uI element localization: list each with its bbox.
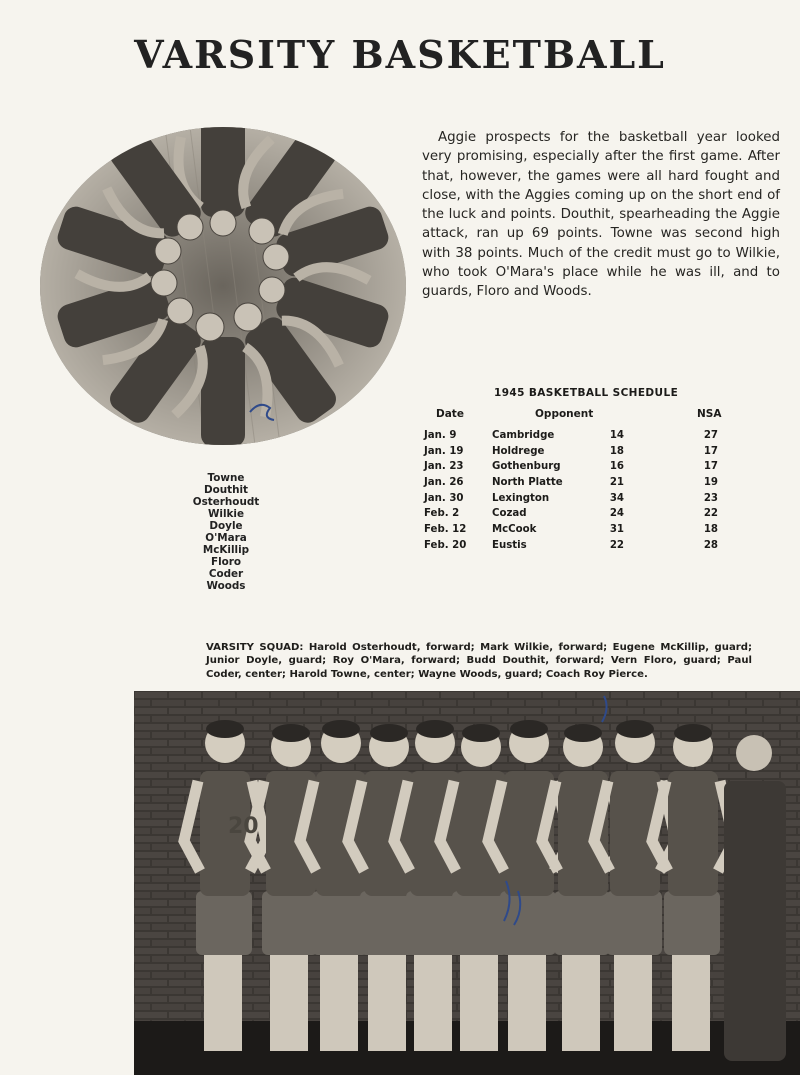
varsity-squad-caption: VARSITY SQUAD: Harold Osterhoudt, forward; Mark Wilkie, forward; Eugene McKillip, guard; Junior Doyle, guard; Roy O'Mara, forward; Budd Douthit, forward; Vern Floro, guard; Paul Coder, center; Harold Towne, center; Wayne Woods, guard; Coach Roy Pierce. xyxy=(206,642,752,680)
player-name: Floro xyxy=(210,556,242,568)
nsa-score: 19 xyxy=(703,477,718,488)
nsa-score: 17 xyxy=(703,461,718,472)
game-date: Jan. 23 xyxy=(424,461,464,472)
schedule-row xyxy=(0,493,800,509)
player-name: Coder xyxy=(208,568,244,580)
opponent-name: North Platte xyxy=(492,477,563,488)
nsa-score: 17 xyxy=(703,446,718,457)
schedule-header-nsa: NSA xyxy=(697,408,722,420)
team-circle-photo xyxy=(40,127,406,445)
player-name: Osterhoudt xyxy=(192,496,260,508)
schedule-header-date: Date xyxy=(436,408,464,420)
opponent-name: Eustis xyxy=(492,540,527,551)
opponent-name: Gothenburg xyxy=(492,461,561,472)
page-title: VARSITY BASKETBALL xyxy=(134,32,666,77)
game-date: Feb. 12 xyxy=(424,524,467,535)
intro-paragraph: Aggie prospects for the basketball year looked very promising, especially after the first game. After that, however, the games were all hard fought and close, with the Aggies coming up on the short end of the luck and points. Douthit, spearheading the Aggie attack, ran up 69 points. Towne was second high with 38 points. Much of the credit must go to Wilkie, who took O'Mara's place while he was ill, and to guards, Floro and Woods. xyxy=(422,130,780,300)
game-date: Feb. 20 xyxy=(424,540,467,551)
player-name: Woods xyxy=(206,580,246,592)
schedule-row xyxy=(0,430,800,446)
game-date: Jan. 26 xyxy=(424,477,464,488)
schedule-header-opponent: Opponent xyxy=(535,408,594,420)
opponent-score: 24 xyxy=(609,508,624,519)
player-name: Douthit xyxy=(203,484,249,496)
opponent-score: 18 xyxy=(609,446,624,457)
game-date: Feb. 2 xyxy=(424,508,460,519)
opponent-name: Cozad xyxy=(492,508,527,519)
nsa-score: 23 xyxy=(703,493,718,504)
opponent-name: Cambridge xyxy=(492,430,555,441)
player-name: Doyle xyxy=(209,520,243,532)
schedule-row xyxy=(0,508,800,524)
opponent-score: 31 xyxy=(609,524,624,535)
opponent-name: Lexington xyxy=(492,493,550,504)
team-group-photo xyxy=(134,691,800,1075)
schedule-row xyxy=(0,477,800,493)
nsa-score: 22 xyxy=(703,508,718,519)
player-name: McKillip xyxy=(202,544,250,556)
jersey-number: 20 xyxy=(228,814,259,839)
opponent-name: McCook xyxy=(492,524,537,535)
nsa-score: 18 xyxy=(703,524,718,535)
nsa-score: 28 xyxy=(703,540,718,551)
opponent-score: 16 xyxy=(609,461,624,472)
schedule-row xyxy=(0,524,800,540)
schedule-row xyxy=(0,461,800,477)
player-name: Towne xyxy=(207,472,245,484)
opponent-score: 22 xyxy=(609,540,624,551)
player-name: Wilkie xyxy=(207,508,245,520)
game-date: Jan. 30 xyxy=(424,493,464,504)
schedule-row xyxy=(0,540,800,556)
opponent-score: 21 xyxy=(609,477,624,488)
opponent-score: 34 xyxy=(609,493,624,504)
opponent-score: 14 xyxy=(609,430,624,441)
game-date: Jan. 19 xyxy=(424,446,464,457)
opponent-name: Holdrege xyxy=(492,446,545,457)
game-date: Jan. 9 xyxy=(424,430,457,441)
schedule-row xyxy=(0,446,800,462)
nsa-score: 27 xyxy=(703,430,718,441)
schedule-title: 1945 BASKETBALL SCHEDULE xyxy=(494,387,679,399)
player-name: O'Mara xyxy=(205,532,247,544)
